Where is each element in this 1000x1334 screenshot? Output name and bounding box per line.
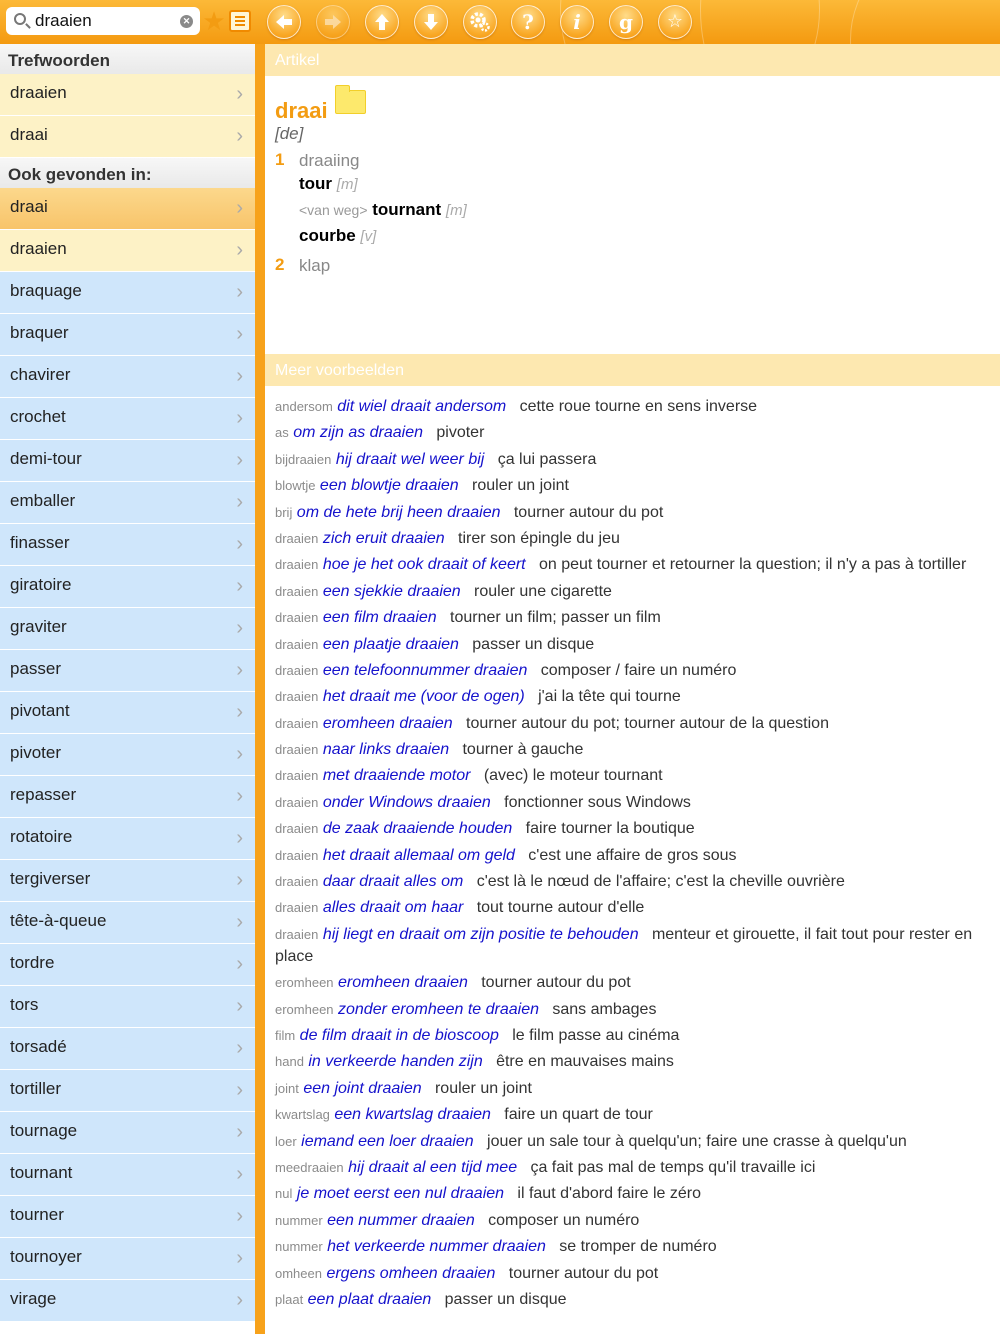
article-content: [265, 76, 1000, 354]
info-icon[interactable]: [560, 5, 594, 39]
example-item[interactable]: [275, 686, 990, 708]
example-dutch: hij draait wel weer bij: [335, 450, 485, 468]
chevron-right-icon: ›: [236, 1121, 243, 1143]
example-dutch: alles draait om haar: [322, 899, 464, 917]
example-item[interactable]: [275, 475, 990, 497]
example-french: le film passe au cinéma: [512, 1026, 680, 1044]
up-arrow-icon[interactable]: [365, 5, 399, 39]
search-input[interactable]: [35, 10, 180, 32]
example-dutch: zich eruit draaien: [322, 529, 445, 547]
example-item[interactable]: [275, 999, 990, 1021]
list-item-label: draai: [10, 197, 48, 216]
gender-label: [m]: [336, 176, 358, 193]
list-item[interactable]: [0, 482, 255, 524]
example-french: menteur et girouette, il fait tout pour rester en place: [275, 925, 973, 965]
example-french: pivoter: [436, 424, 485, 442]
example-keyword: draaien: [275, 847, 319, 863]
chevron-right-icon: ›: [236, 323, 243, 345]
list-item-label: tournoyer: [10, 1247, 82, 1266]
example-keyword: joint: [275, 1080, 299, 1096]
chevron-right-icon: ›: [236, 449, 243, 471]
list-item-label: draaien: [10, 83, 67, 102]
example-keyword: nummer: [275, 1212, 323, 1228]
ook-gevonden-list: [0, 188, 255, 1322]
chevron-right-icon: ›: [236, 995, 243, 1017]
example-item[interactable]: [275, 818, 990, 840]
example-dutch: je moet eerst een nul draaien: [296, 1185, 505, 1203]
example-item[interactable]: [275, 845, 990, 867]
help-label: ?: [522, 10, 534, 34]
example-item[interactable]: [275, 607, 990, 629]
list-icon[interactable]: [229, 10, 251, 32]
example-french: rouler une cigarette: [474, 582, 612, 600]
search-box: [6, 7, 200, 35]
list-item[interactable]: [0, 902, 255, 944]
example-keyword: eromheen: [275, 975, 334, 991]
example-item[interactable]: [275, 1263, 990, 1285]
example-keyword: meedraaien: [275, 1159, 344, 1175]
example-french: rouler un joint: [434, 1079, 532, 1097]
grammar-label: g: [619, 10, 633, 34]
example-dutch: een plaat draaien: [307, 1290, 432, 1308]
example-item[interactable]: [275, 581, 990, 603]
example-item[interactable]: [275, 1210, 990, 1232]
example-item[interactable]: [275, 897, 990, 919]
sense-gloss: klap: [299, 256, 331, 275]
list-item-label: graviter: [10, 617, 67, 636]
pane-divider[interactable]: [255, 44, 265, 1334]
example-dutch: de zaak draaiende houden: [322, 820, 513, 838]
example-french: sans ambages: [552, 1000, 657, 1018]
example-item[interactable]: [275, 792, 990, 814]
example-french: ça lui passera: [497, 450, 597, 468]
list-item-label: tordre: [10, 953, 55, 972]
list-item[interactable]: [0, 398, 255, 440]
example-keyword: draaien: [275, 900, 319, 916]
list-item-label: tergiverser: [10, 869, 91, 888]
list-item[interactable]: [0, 734, 255, 776]
list-item-label: crochet: [10, 407, 66, 426]
example-french: rouler un joint: [472, 477, 569, 495]
example-keyword: hand: [275, 1054, 304, 1070]
chevron-right-icon: ›: [236, 1289, 243, 1311]
example-dutch: zonder eromheen te draaien: [338, 1000, 540, 1018]
list-item-label: virage: [10, 1289, 57, 1308]
sense-number: 2: [275, 255, 285, 274]
translation-word[interactable]: courbe: [299, 226, 356, 245]
list-item[interactable]: [0, 314, 255, 356]
folder-icon[interactable]: [335, 90, 366, 114]
example-dutch: een plaatje draaien: [322, 635, 459, 653]
chevron-right-icon: ›: [236, 659, 243, 681]
list-item-label: braquer: [10, 323, 69, 342]
translation: [299, 223, 990, 249]
example-keyword: loer: [275, 1133, 297, 1149]
example-dutch: daar draait alles om: [322, 873, 464, 891]
list-item-label: tête-à-queue: [10, 911, 107, 930]
example-french: tout tourne autour d'elle: [476, 899, 645, 917]
list-item[interactable]: [0, 608, 255, 650]
list-item-label: draaien: [10, 239, 67, 258]
chevron-right-icon: ›: [236, 743, 243, 765]
example-french: faire tourner la boutique: [525, 820, 695, 838]
forward-arrow-icon[interactable]: [316, 5, 350, 39]
list-item[interactable]: [0, 116, 255, 158]
example-dutch: een film draaien: [322, 609, 437, 627]
list-item-label: repasser: [10, 785, 77, 804]
chevron-right-icon: ›: [236, 533, 243, 555]
chevron-right-icon: ›: [236, 1079, 243, 1101]
example-keyword: draaien: [275, 557, 319, 573]
list-item[interactable]: [0, 74, 255, 116]
example-keyword: draaien: [275, 610, 319, 626]
example-french: j'ai la tête qui tourne: [538, 688, 681, 706]
example-dutch: een joint draaien: [303, 1079, 422, 1097]
list-item[interactable]: [0, 524, 255, 566]
translation-word[interactable]: tournant: [372, 200, 442, 219]
example-item[interactable]: [275, 1051, 990, 1073]
chevron-right-icon: ›: [236, 1163, 243, 1185]
list-item[interactable]: [0, 944, 255, 986]
example-item[interactable]: [275, 1236, 990, 1258]
list-item-label: chavirer: [10, 365, 71, 384]
list-item[interactable]: [0, 1028, 255, 1070]
example-dutch: iemand een loer draaien: [301, 1132, 474, 1150]
list-item-label: torsadé: [10, 1037, 67, 1056]
star-icon[interactable]: ★: [202, 6, 226, 36]
example-french: tourner à gauche: [462, 741, 584, 759]
example-keyword: draaien: [275, 768, 319, 784]
chevron-right-icon: ›: [236, 1037, 243, 1059]
list-item[interactable]: [0, 986, 255, 1028]
example-item[interactable]: [275, 528, 990, 550]
chevron-right-icon: ›: [236, 701, 243, 723]
example-dutch: dit wiel draait andersom: [337, 398, 507, 415]
help-icon[interactable]: [511, 5, 545, 39]
example-dutch: om zijn as draaien: [293, 424, 424, 442]
example-keyword: draaien: [275, 794, 319, 810]
example-french: passer un disque: [444, 1290, 567, 1308]
example-item[interactable]: [275, 871, 990, 893]
chevron-right-icon: ›: [236, 125, 243, 147]
example-keyword: bijdraaien: [275, 451, 332, 467]
example-french: cette roue tourne en sens inverse: [519, 398, 758, 415]
trefwoorden-list: [0, 74, 255, 158]
list-item[interactable]: [0, 272, 255, 314]
list-item[interactable]: [0, 566, 255, 608]
example-dutch: met draaiende motor: [322, 767, 471, 785]
example-keyword: kwartslag: [275, 1107, 330, 1123]
example-keyword: andersom: [275, 399, 333, 414]
example-keyword: draaien: [275, 715, 319, 731]
list-item[interactable]: [0, 230, 255, 272]
article-header: Artikel: [265, 44, 1000, 76]
example-french: faire un quart de tour: [504, 1106, 653, 1124]
example-dutch: hoe je het ook draait of keert: [322, 556, 526, 574]
example-dutch: een kwartslag draaien: [334, 1106, 491, 1124]
chevron-right-icon: ›: [236, 407, 243, 429]
translation-word[interactable]: tour: [299, 174, 333, 193]
example-french: ça fait pas mal de temps qu'il travaille ici: [530, 1158, 816, 1176]
example-french: on peut tourner et retourner la question; il n'y a pas à tortiller: [538, 556, 967, 574]
decorative-arc: [850, 0, 1000, 44]
example-french: c'est une affaire de gros sous: [528, 846, 737, 864]
list-item-label: pivotant: [10, 701, 70, 720]
settings-icon[interactable]: [463, 5, 497, 39]
example-dutch: het verkeerde nummer draaien: [327, 1238, 546, 1256]
examples-list: [265, 386, 1000, 1311]
list-item-label: tournant: [10, 1163, 73, 1182]
list-item[interactable]: [0, 1238, 255, 1280]
headword-row: [275, 88, 990, 122]
list-item[interactable]: [0, 356, 255, 398]
example-item[interactable]: [275, 765, 990, 787]
grammar-info: [de]: [275, 124, 304, 143]
chevron-right-icon: ›: [236, 953, 243, 975]
chevron-right-icon: ›: [236, 281, 243, 303]
example-french: composer un numéro: [488, 1211, 640, 1229]
translation: [299, 197, 990, 223]
example-dutch: om de hete brij heen draaien: [296, 503, 501, 521]
example-french: passer un disque: [472, 635, 595, 653]
example-item[interactable]: [275, 502, 990, 524]
example-french: composer / faire un numéro: [540, 661, 737, 679]
list-item-label: passer: [10, 659, 62, 678]
chevron-right-icon: ›: [236, 1205, 243, 1227]
chevron-right-icon: ›: [236, 785, 243, 807]
chevron-right-icon: ›: [236, 491, 243, 513]
example-dutch: naar links draaien: [322, 741, 450, 759]
example-dutch: onder Windows draaien: [322, 793, 491, 811]
back-arrow-icon[interactable]: [267, 5, 301, 39]
info-label: i: [573, 10, 581, 34]
example-item[interactable]: [275, 1131, 990, 1153]
list-item-label: emballer: [10, 491, 76, 510]
chevron-right-icon: ›: [236, 827, 243, 849]
example-item[interactable]: [275, 924, 990, 968]
example-french: fonctionner sous Windows: [504, 793, 691, 811]
list-item[interactable]: [0, 1070, 255, 1112]
list-item-label: giratoire: [10, 575, 72, 594]
list-item-label: demi-tour: [10, 449, 82, 468]
list-item-label: pivoter: [10, 743, 62, 762]
example-keyword: draaien: [275, 636, 319, 652]
example-french: tourner autour du pot; tourner autour de la question: [466, 714, 829, 732]
example-dutch: eromheen draaien: [338, 974, 468, 992]
ook-gevonden-header: Ook gevonden in:: [0, 158, 255, 188]
example-keyword: draaien: [275, 583, 319, 599]
sense-1: [275, 150, 990, 249]
example-keyword: blowtje: [275, 478, 316, 494]
list-item[interactable]: [0, 188, 255, 230]
main-pane: [265, 44, 1000, 1334]
list-item[interactable]: [0, 692, 255, 734]
example-french: tourner un film; passer un film: [450, 609, 661, 627]
example-keyword: eromheen: [275, 1001, 334, 1017]
example-keyword: brij: [275, 504, 293, 520]
favorite-icon[interactable]: ☆: [658, 5, 692, 39]
list-item-label: tors: [10, 995, 39, 1014]
example-dutch: eromheen draaien: [322, 714, 453, 732]
trefwoorden-header: Trefwoorden: [0, 44, 255, 74]
example-dutch: het draait me (voor de ogen): [322, 688, 525, 706]
example-french: c'est là le nœud de l'affaire; c'est la cheville ouvrière: [476, 873, 845, 891]
context-label: <van weg>: [299, 202, 368, 218]
list-item[interactable]: [0, 1154, 255, 1196]
list-item-label: tortiller: [10, 1079, 62, 1098]
example-keyword: film: [275, 1027, 296, 1043]
example-item[interactable]: [275, 713, 990, 735]
list-item[interactable]: [0, 1112, 255, 1154]
chevron-right-icon: ›: [236, 83, 243, 105]
example-french: jouer un sale tour à quelqu'un; faire une crasse à quelqu'un: [487, 1132, 907, 1150]
example-item[interactable]: [275, 422, 990, 444]
list-item[interactable]: [0, 860, 255, 902]
example-keyword: omheen: [275, 1265, 322, 1281]
list-item-label: braquage: [10, 281, 82, 300]
toolbar: [0, 0, 1000, 44]
translation: [299, 171, 990, 197]
example-keyword: as: [275, 425, 289, 441]
example-item[interactable]: [275, 634, 990, 656]
example-item[interactable]: [275, 554, 990, 576]
list-item-label: draai: [10, 125, 48, 144]
chevron-right-icon: ›: [236, 239, 243, 261]
example-dutch: een sjekkie draaien: [322, 582, 461, 600]
example-dutch: in verkeerde handen zijn: [308, 1053, 483, 1071]
list-item[interactable]: [0, 440, 255, 482]
example-keyword: draaien: [275, 821, 319, 837]
list-item[interactable]: [0, 1280, 255, 1322]
chevron-right-icon: ›: [236, 617, 243, 639]
example-dutch: een nummer draaien: [327, 1211, 475, 1229]
example-keyword: draaien: [275, 874, 319, 890]
example-keyword: plaat: [275, 1291, 304, 1307]
headword: draai: [275, 98, 328, 123]
list-item-label: tournage: [10, 1121, 78, 1140]
gender-label: [v]: [360, 228, 377, 245]
chevron-right-icon: ›: [236, 197, 243, 219]
sense-gloss: draaiing: [299, 151, 360, 170]
example-french: tourner autour du pot: [508, 1264, 659, 1282]
example-keyword: draaien: [275, 662, 319, 678]
example-french: tirer son épingle du jeu: [458, 529, 620, 547]
example-dutch: hij draait al een tijd mee: [348, 1158, 518, 1176]
sense-2: [275, 255, 990, 276]
list-item[interactable]: [0, 650, 255, 692]
down-arrow-icon[interactable]: [414, 5, 448, 39]
example-item[interactable]: [275, 660, 990, 682]
example-item[interactable]: [275, 1078, 990, 1100]
example-item[interactable]: [275, 972, 990, 994]
example-item[interactable]: [275, 1157, 990, 1179]
chevron-right-icon: ›: [236, 1247, 243, 1269]
example-dutch: hij liegt en draait om zijn positie te behouden: [322, 925, 639, 943]
example-keyword: nummer: [275, 1239, 323, 1255]
chevron-right-icon: ›: [236, 365, 243, 387]
example-french: se tromper de numéro: [559, 1238, 717, 1256]
example-item[interactable]: [275, 396, 990, 418]
list-item-label: rotatoire: [10, 827, 73, 846]
example-item[interactable]: [275, 739, 990, 761]
sidebar: [0, 44, 255, 1334]
example-item[interactable]: [275, 1289, 990, 1311]
sense-number: 1: [275, 150, 285, 169]
example-french: tourner autour du pot: [481, 974, 631, 992]
example-french: être en mauvaises mains: [496, 1053, 674, 1071]
gender-label: [m]: [445, 202, 467, 219]
example-dutch: ergens omheen draaien: [326, 1264, 496, 1282]
search-icon: [14, 13, 26, 25]
list-item[interactable]: [0, 818, 255, 860]
example-item[interactable]: [275, 1104, 990, 1126]
grammar-icon[interactable]: [609, 5, 643, 39]
chevron-right-icon: ›: [236, 575, 243, 597]
example-item[interactable]: [275, 1025, 990, 1047]
example-keyword: draaien: [275, 530, 319, 546]
chevron-right-icon: ›: [236, 911, 243, 933]
example-item[interactable]: [275, 449, 990, 471]
example-item[interactable]: [275, 1183, 990, 1205]
examples-header: Meer voorbeelden: [265, 354, 1000, 386]
list-item[interactable]: [0, 776, 255, 818]
list-item-label: finasser: [10, 533, 70, 552]
list-item[interactable]: [0, 1196, 255, 1238]
example-dutch: een telefoonnummer draaien: [322, 661, 528, 679]
clear-icon[interactable]: ✕: [180, 15, 193, 28]
example-dutch: de film draait in de bioscoop: [299, 1026, 499, 1044]
example-dutch: een blowtje draaien: [319, 477, 459, 495]
example-keyword: draaien: [275, 926, 319, 942]
example-dutch: het draait allemaal om geld: [322, 846, 515, 864]
example-french: (avec) le moteur tournant: [483, 767, 663, 785]
example-french: tourner autour du pot: [513, 503, 664, 521]
chevron-right-icon: ›: [236, 869, 243, 891]
example-keyword: nul: [275, 1186, 293, 1202]
list-item-label: tourner: [10, 1205, 64, 1224]
example-french: il faut d'abord faire le zéro: [517, 1185, 702, 1203]
example-keyword: draaien: [275, 689, 319, 705]
example-keyword: draaien: [275, 742, 319, 758]
